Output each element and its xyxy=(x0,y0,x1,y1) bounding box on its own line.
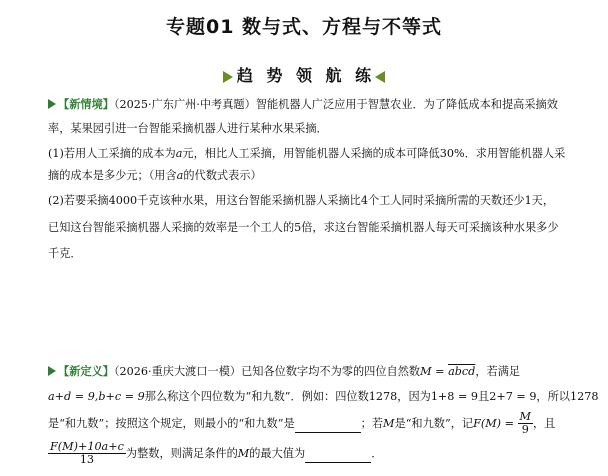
q2-text1b: ，若满足 xyxy=(475,365,521,378)
left-triangle-icon xyxy=(375,71,385,83)
q1-line1 xyxy=(48,96,558,112)
q2-fm: F(M) = xyxy=(473,416,518,430)
q2-text2: 那么称这个四位数为“和九数”．例如：四位数1278，因为1+8 = 9且2+7 = 9，所以1278 xyxy=(144,390,599,403)
q1-p1-var2: a xyxy=(176,169,184,182)
q1-p1-text-b: 元，相比人工采摘，用智能机器人采摘的成本可降低30%．求用智能机器人采 xyxy=(182,147,566,160)
q2-var-m: M xyxy=(420,365,432,378)
section-heading xyxy=(0,63,608,86)
q2-text4a: 为整数，则满足条件的 xyxy=(125,446,238,460)
q1-text1: 智能机器人广泛应用于智慧农业．为了降低成本和提高采摘效 xyxy=(255,98,558,111)
q2-text3c: 是“和九数”，记 xyxy=(394,416,474,430)
q2-source: （2026·重庆大渡口一模） xyxy=(113,365,242,378)
q2-eq: = xyxy=(431,365,449,378)
q1-line2: 率，某果园引进一台智能采摘机器人进行某种水果采摘． xyxy=(48,122,328,135)
page-title: 专题01 数与式、方程与不等式 xyxy=(165,16,443,38)
q1-p1-text-c: 摘的成本是多少元；（用含 xyxy=(48,169,177,182)
q2-line4 xyxy=(48,441,382,467)
q1-part2-line3: 千克． xyxy=(48,247,82,260)
q1-part2-line2: 已知这台智能采摘机器人采摘的效率是一个工人的5倍，求这台智能采摘机器人每天可采摘该种水果多少 xyxy=(48,221,559,234)
section-heading-text: 趋 势 领 航 练 xyxy=(236,66,376,85)
question-marker-icon xyxy=(48,99,56,109)
q1-p1-text-a: (1)若用人工采摘的成本为 xyxy=(48,147,176,160)
frac2-num: F(M)+10a+c xyxy=(50,440,124,453)
q1-tag: 【新情境】 xyxy=(58,97,114,111)
q2-abcd: abcd xyxy=(448,365,476,378)
q2-text3d: ，且 xyxy=(532,416,556,430)
q2-condition: a+d = 9,b+c = 9 xyxy=(48,390,145,403)
fraction-m-over-9 xyxy=(518,411,533,437)
q2-line3 xyxy=(48,411,555,437)
q2-text4c: ． xyxy=(371,446,383,460)
q1-source: （2025·广东广州·中考真题） xyxy=(113,98,256,111)
q1-part1-line2 xyxy=(48,167,262,183)
q2-var-m2: M xyxy=(383,416,395,430)
frac1-num: M xyxy=(519,410,531,423)
q2-line2 xyxy=(48,388,598,404)
question-marker-icon xyxy=(48,366,56,376)
q2-text1: 已知各位数字均不为零的四位自然数 xyxy=(241,365,421,378)
q2-tag: 【新定义】 xyxy=(58,364,114,378)
q1-p1-text-d: 的代数式表示） xyxy=(183,169,262,182)
q2-line1 xyxy=(48,363,520,379)
q1-part2-line1: (2)若要采摘4000千克该种水果，用这台智能采摘机器人采摘比4个工人同时采摘所需的天数还少1天， xyxy=(48,194,555,207)
q2-text3b: ；若 xyxy=(360,416,384,430)
fraction-condition xyxy=(48,441,126,467)
answer-blank-1[interactable] xyxy=(295,419,361,433)
q2-text4b: 的最大值为 xyxy=(249,446,306,460)
frac1-den: 9 xyxy=(521,423,529,437)
q1-part1-line1 xyxy=(48,145,565,161)
q2-var-m3: M xyxy=(237,446,250,460)
frac2-den: 13 xyxy=(79,453,95,467)
answer-blank-2[interactable] xyxy=(305,449,371,463)
right-triangle-icon xyxy=(223,71,233,83)
q2-text3a: 是“和九数”；按照这个规定，则最小的“和九数”是 xyxy=(48,416,295,430)
q1-p1-var: a xyxy=(175,147,183,160)
